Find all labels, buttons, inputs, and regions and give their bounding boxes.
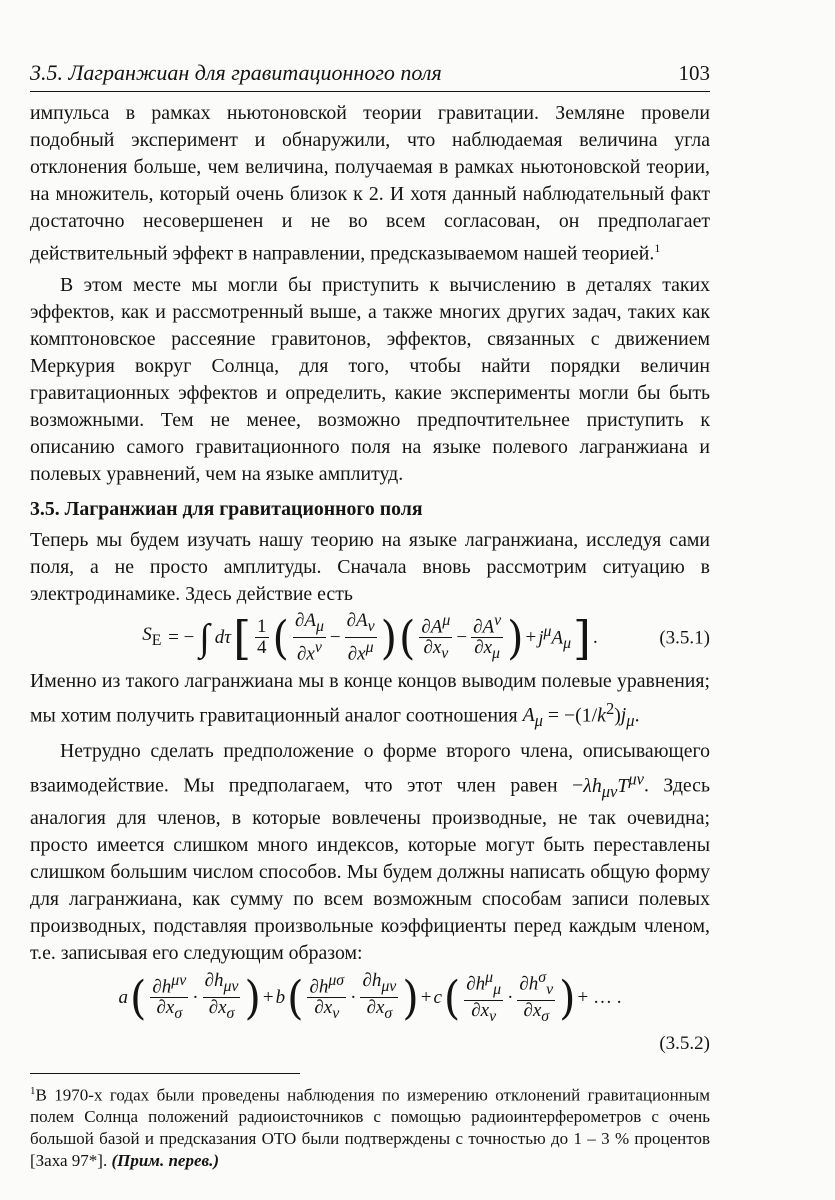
- equation-action: $S_E$ = − ∫ dτ [ $\frac{1}{4}$ ( $\frac{\partial A_\mu}{\partial x^\nu}$ − $\frac{\partial A_\nu}{\partial x^\mu}$ ) ( $\frac{\partial A^\mu}{\partial x_\nu}$ − $\frac{\partial A^\nu}{\partial x_\mu}$ ) + $j^\mu A_\mu$ ] .: [142, 610, 598, 665]
- paragraph-3: Теперь мы будем изучать нашу теорию на языке лагранжиана, исследуя сами поля, а не просто амплитуды. Сначала вновь рассмотрим ситуацию в электродинамике. Здесь действие есть: [30, 528, 710, 605]
- footnote-mark: 1: [30, 1084, 36, 1097]
- header-title: 3.5. Лагранжиан для гравитационного поля: [30, 60, 442, 85]
- equation-3-5-2: [30, 967, 710, 1029]
- page-number: 103: [678, 61, 710, 85]
- footnote-text: В 1970-х годах были проведены наблюдения по измерению отклонений гравитационным полем Солнца положений радиоисточников с помощью радиоинтерферометров с очень большой базой и предсказания ОТО были подтверждены с точностью до 1 – 3 % процентов [Заха 97*].: [30, 1085, 710, 1171]
- footnote: [30, 1080, 710, 1173]
- equation-3-5-1: [30, 608, 710, 668]
- equation-number-2: (3.5.2): [659, 1032, 710, 1054]
- section-heading: 3.5. Лагранжиан для гравитационного поля: [30, 497, 423, 520]
- paragraph-4: Именно из такого лагранжиана мы в конце концов выводим полевые уравнения; мы хотим получить гравитационный аналог соотношения $A_\mu = -(1/k^2)j_\mu$.: [30, 669, 710, 731]
- footnote-ref: 1: [654, 241, 661, 255]
- page-body: [30, 100, 710, 1172]
- paragraph-2: В этом месте мы могли бы приступить к вычислению в деталях таких эффектов, как и рассмотренный выше, а также многих других задач, таких как комптоновское рассеяние гравитонов, эффектов, связанных с движением Меркурия вокруг Солнца, для того, чтобы найти порядки величин гравитационных эффектов и определить, какие эксперименты могли бы быть возможными. Тем не менее, возможно предпочтительнее приступить к описанию самого гравитационного поля на языке полевого лагранжиана и полевых уравнений, чем на языке амплитуд.: [30, 273, 710, 485]
- equation-lagrangian: a ( $\frac{\partial h^{\mu\nu}}{\partial x_\sigma}$ · $\frac{\partial h_{\mu\nu}}{\partial x_\sigma}$ ) + b ( $\frac{\partial h^{\mu\sigma}}{\partial x_\nu}$ · $\frac{\partial h_{\mu\nu}}{\partial x_\sigma}$ ) + c ( $\frac{\partial h^\mu_\mu}{\partial x_\nu}$ · $\frac{\partial h^\sigma_\nu}{\partial x_\sigma}$ ) + … .: [118, 969, 622, 1026]
- footnote-rule: [30, 1073, 300, 1074]
- running-header: [30, 58, 710, 88]
- header-rule: [30, 91, 710, 92]
- paragraph-1: импульса в рамках ньютоновской теории гравитации. Земляне провели подобный эксперимент и обнаружили, что наблюдаемая величина угла отклонения больше, чем величина, получаемая в рамках ньютоновской теории, на множитель, который очень близок к 2. И хотя данный наблюдательный факт достаточно несовершенен и не во всем согласован, он предполагает действительный эффект в направлении, предсказываемом нашей теорией.$^1$: [30, 102, 710, 265]
- footnote-note: (Прим. перев.): [111, 1151, 220, 1171]
- equation-number-1: (3.5.1): [659, 627, 710, 649]
- paragraph-5: Нетрудно сделать предположение о форме второго члена, описывающего взаимодействие. Мы предполагаем, что этот член равен $-\lambda h_{\mu\nu}T^{\mu\nu}$. Здесь аналогия для членов, в которые вовлечены производные, не так очевидна; просто имеется слишком много индексов, которые могут быть переставлены слишком большим числом способов. Мы будем должны написать общую форму для лагранжиана, как сумму по всем возможным способам записи полевых производных, подставляя произвольные коэффициенты перед каждым членом, т.е. записывая его следующим образом:: [30, 740, 710, 964]
